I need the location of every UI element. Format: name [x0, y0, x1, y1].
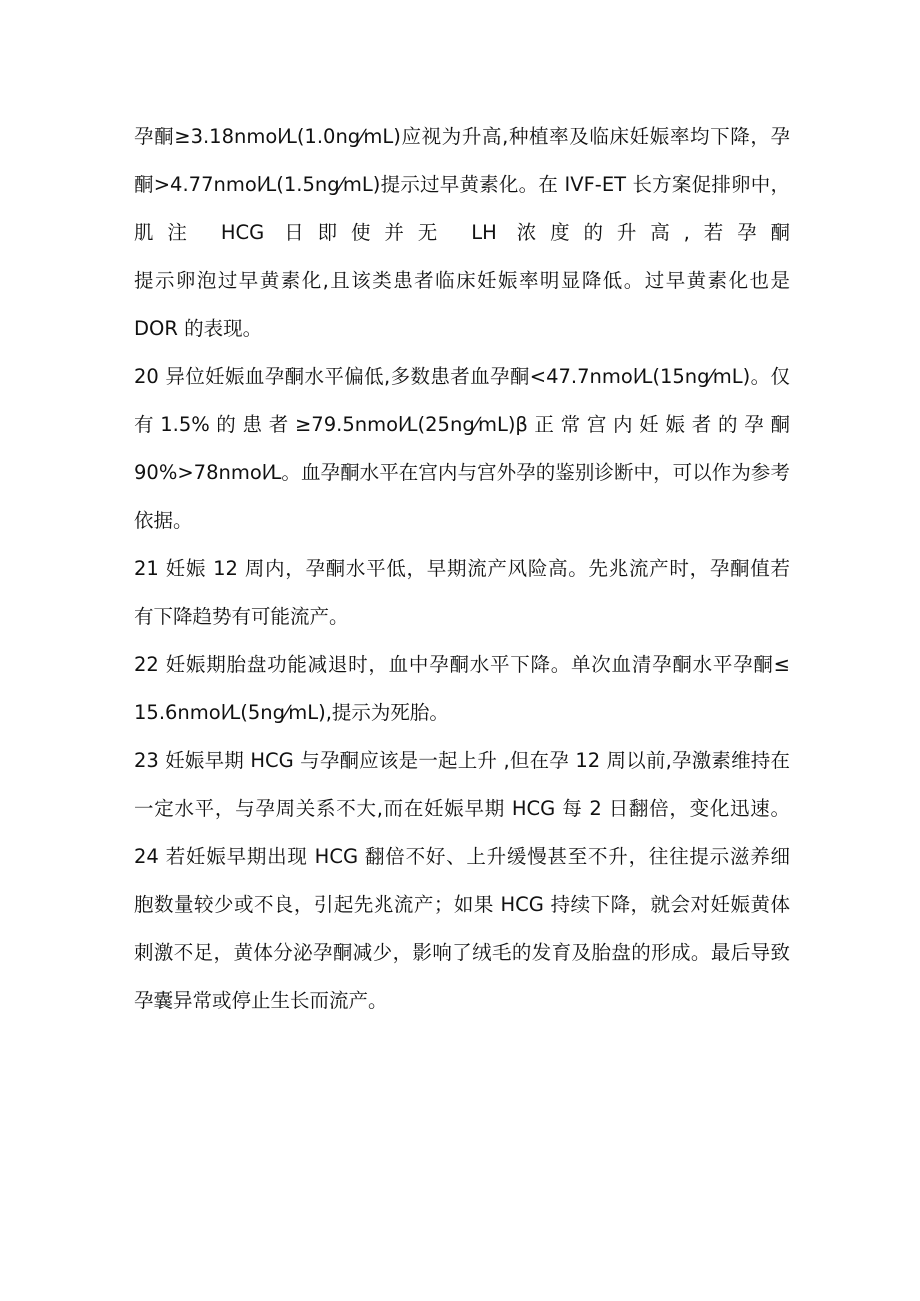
text-line: 23 妊娠早期 HCG 与孕酮应该是一起上升 ,但在孕 12 周以前,孕激素维持在 [134, 749, 790, 772]
text-line: 21 妊娠 12 周内，孕酮水平低，早期流产风险高。先兆流产时，孕酮值若 [134, 557, 790, 580]
text-line: DOR 的表现。 [134, 317, 263, 340]
text-line: 15.6nmol⁄L(5ng⁄mL),提示为死胎。 [134, 701, 449, 724]
text-line: 孕酮≥3.18nmol⁄L(1.0ng⁄mL)应视为升高,种植率及临床妊娠率均下降，孕 [134, 125, 790, 148]
text-line: 孕囊异常或停止生长而流产。 [134, 989, 388, 1012]
text-line: 一定水平，与孕周关系不大,而在妊娠早期 HCG 每 2 日翻倍，变化迅速。 [134, 797, 790, 820]
text-line: 肌注 HCG 日即使并无 LH 浓度的升高,若孕酮 [134, 221, 790, 244]
text-line: 依据。 [134, 509, 193, 532]
text-line: 22 妊娠期胎盘功能减退时，血中孕酮水平下降。单次血清孕酮水平孕酮≤ [134, 653, 790, 676]
text-line: 90%>78nmol⁄L。血孕酮水平在宫内与宫外孕的鉴别诊断中，可以作为参考 [134, 461, 790, 484]
text-line: 有下降趋势有可能流产。 [134, 605, 349, 628]
document-body [134, 113, 790, 1025]
text-line: 有 1.5% 的 患 者 ≥79.5nmol⁄L(25ng⁄mL)β 正 常 宫 内 妊 娠 者 的 孕 酮 [134, 413, 790, 436]
text-line: 胞数量较少或不良，引起先兆流产；如果 HCG 持续下降，就会对妊娠黄体 [134, 893, 790, 916]
text-line: 20 异位妊娠血孕酮水平偏低,多数患者血孕酮<47.7nmol⁄L(15ng⁄mL)。仅 [134, 365, 790, 388]
text-line: 提示卵泡过早黄素化,且该类患者临床妊娠率明显降低。过早黄素化也是 [134, 269, 790, 292]
text-line: 刺激不足，黄体分泌孕酮减少，影响了绒毛的发育及胎盘的形成。最后导致 [134, 941, 790, 964]
text-line: 24 若妊娠早期出现 HCG 翻倍不好、上升缓慢甚至不升，往往提示滋养细 [134, 845, 790, 868]
text-line: 酮>4.77nmol⁄L(1.5ng⁄mL)提示过早黄素化。在 IVF-ET 长方案促排卵中， [134, 173, 790, 196]
